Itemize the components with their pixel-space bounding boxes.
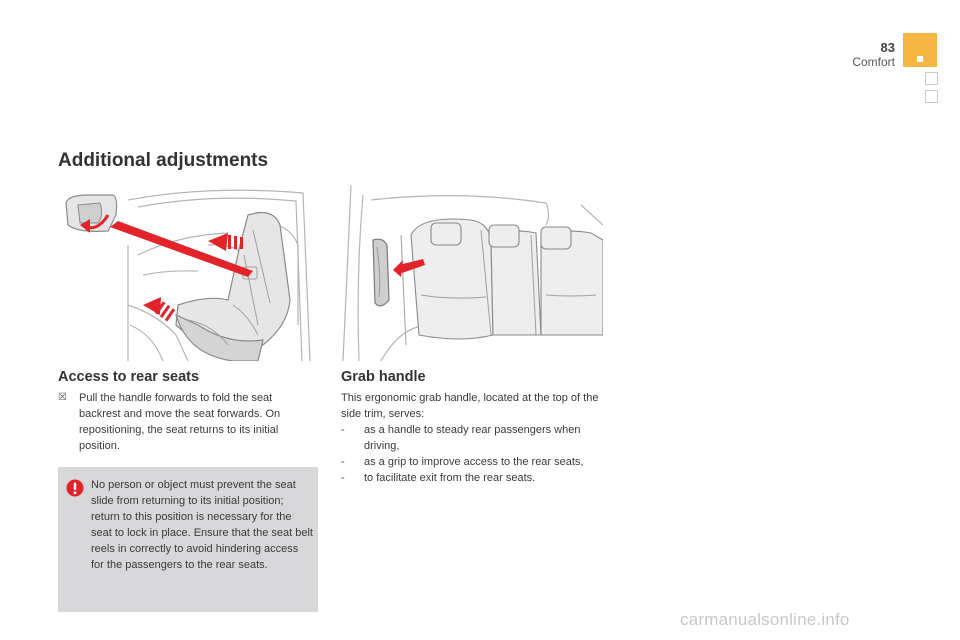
- grab-handle-description: [341, 390, 606, 486]
- grab-handle-heading: Grab handle: [341, 369, 426, 385]
- access-rear-seats-heading: Access to rear seats: [58, 369, 200, 385]
- access-instruction-text: Pull the handle forwards to fold the seat backrest and move the seat forwards. On repositioning, the seat returns to its initial position.: [79, 392, 281, 452]
- tab-marker: [917, 56, 923, 62]
- list-item: - as a grip to improve access to the rear seats,: [341, 456, 584, 468]
- exclamation-warning-icon: [66, 479, 84, 497]
- list-item: - as a handle to steady rear passengers when driving,: [341, 424, 581, 452]
- checkbox-bullet-icon: ☒: [58, 392, 67, 403]
- warning-box: [58, 467, 318, 612]
- front-seat-illustration: [58, 185, 316, 361]
- warning-text: No person or object must prevent the seat slide from returning to its initial position; return to this position is necessary for the seat to lock in place. Ensure that the seat belt reels in correctly to avoid hindering access for the passengers to the rear seats.: [91, 479, 313, 571]
- access-instruction: [58, 390, 318, 454]
- section-tab[interactable]: [903, 33, 937, 67]
- grab-handle-intro: This ergonomic grab handle, located at the top of the side trim, serves:: [341, 392, 599, 420]
- watermark: carmanualsonline.info: [680, 610, 850, 629]
- rear-seat-illustration: [341, 185, 603, 361]
- section-tab-empty-2[interactable]: [925, 90, 938, 103]
- page-title: Additional adjustments: [58, 150, 269, 171]
- page-number: 83: [880, 40, 895, 55]
- section-label: Comfort: [852, 55, 895, 69]
- list-item: - to facilitate exit from the rear seats.: [341, 472, 536, 484]
- section-tab-empty-1[interactable]: [925, 72, 938, 85]
